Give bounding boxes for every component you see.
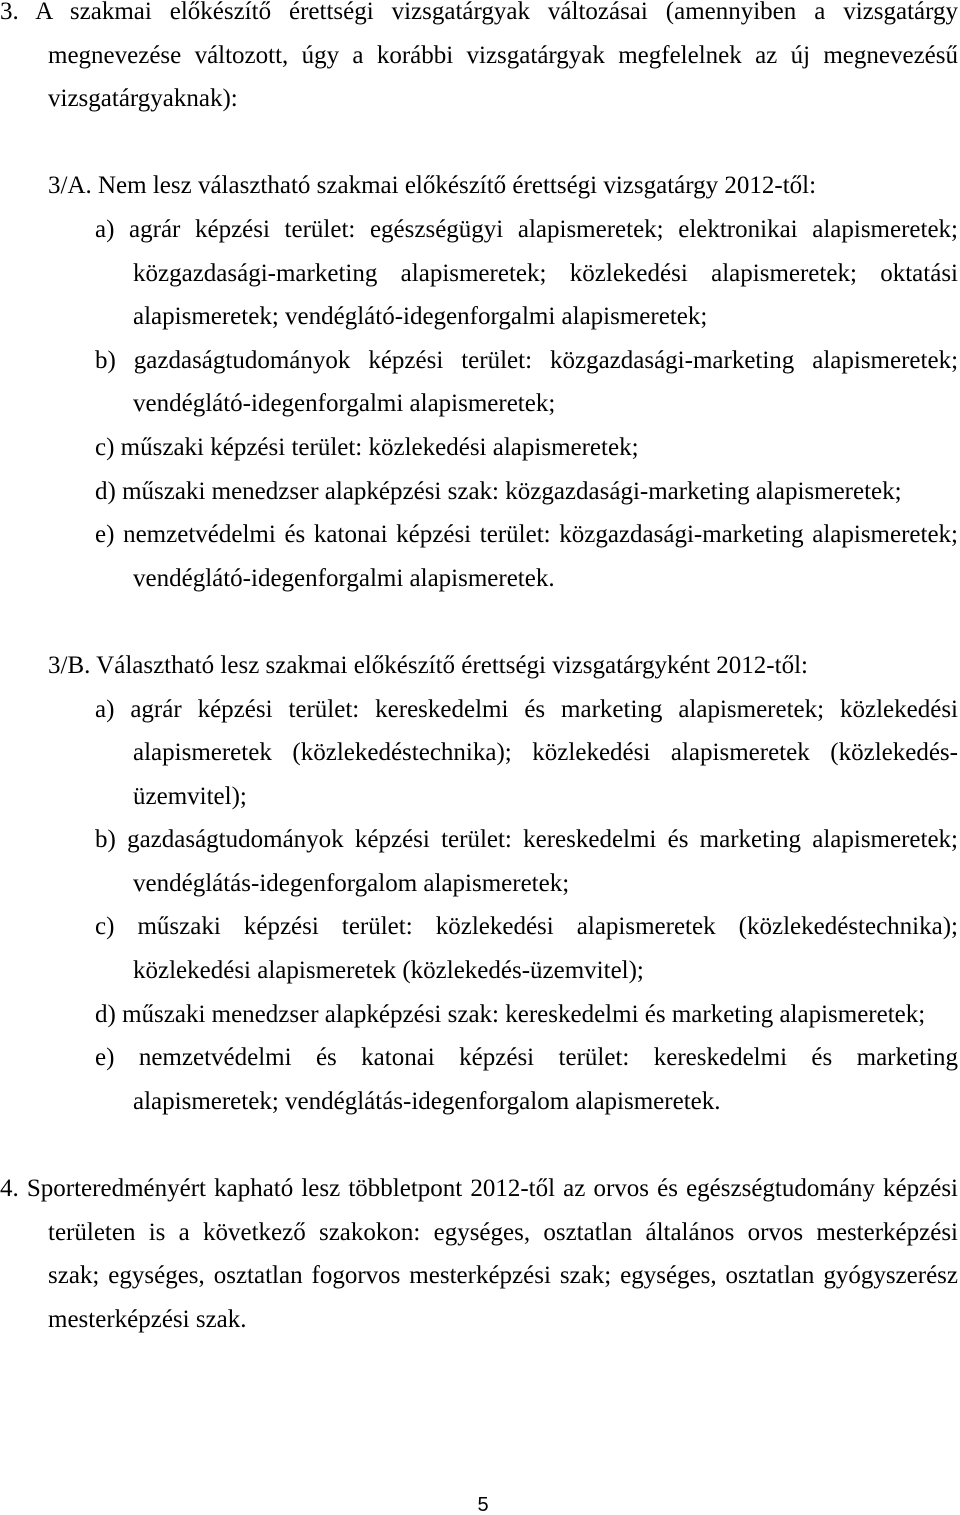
section-4-line-1 (0, 1167, 958, 1211)
section-3a-item-c-line-1 (95, 426, 958, 470)
list-item-label: e) (95, 521, 115, 549)
section-4 (0, 1167, 958, 1341)
section-3b-item-d (0, 993, 958, 1037)
section-3 (0, 0, 958, 121)
list-item-label: a) (95, 215, 115, 243)
section-3b-item-d-line-1 (95, 993, 958, 1037)
section-4-text: Sporteredményért kapható lesz többletpont 2012-től az orvos és egészségtudomány képzési (26, 1175, 958, 1203)
section-4-line-3: szak; egységes, osztatlan fogorvos mesterképzési szak; egységes, osztatlan gyógyszerész (48, 1262, 958, 1290)
section-3a (0, 164, 958, 600)
list-item-text: műszaki képzési terület: közlekedési alapismeretek (közlekedéstechnika); (137, 913, 958, 941)
section-3a-item-a-line-3: alapismeretek; vendéglátó-idegenforgalmi alapismeretek; (133, 303, 708, 331)
list-item-label: a) (95, 695, 115, 723)
section-3b-item-e-line-1 (95, 1036, 958, 1080)
section-3b-item-e (0, 1036, 958, 1123)
section-3a-item-a-line-1 (95, 208, 958, 252)
list-item-text: műszaki menedzser alapképzési szak: kereskedelmi és marketing alapismeretek; (122, 1000, 926, 1028)
list-item-label: d) (95, 477, 116, 505)
section-3b-item-a-line-2: alapismeretek (közlekedéstechnika); közlekedési alapismeretek (közlekedés- (133, 739, 958, 767)
section-3a-item-a (0, 208, 958, 339)
section-3a-item-b-line-2: vendéglátó-idegenforgalmi alapismeretek; (133, 390, 556, 418)
section-3a-item-d (0, 470, 958, 514)
list-item-text: nemzetvédelmi és katonai képzési terület: közgazdasági-marketing alapismeretek; (123, 521, 958, 549)
list-item-label: c) (95, 913, 115, 941)
list-item-text: agrár képzési terület: kereskedelmi és marketing alapismeretek; közlekedési (130, 695, 958, 723)
section-3b-item-c-line-2: közlekedési alapismeretek (közlekedés-üzemvitel); (133, 957, 644, 985)
section-3b-item-a-line-3: üzemvitel); (133, 782, 247, 810)
section-3a-item-b-line-1 (95, 339, 958, 383)
list-item-label: b) (95, 346, 116, 374)
list-item-text: nemzetvédelmi és katonai képzési terület: kereskedelmi és marketing (138, 1044, 958, 1072)
section-3b-item-b-line-1 (95, 818, 958, 862)
section-3a-heading: 3/A. Nem lesz választható szakmai előkészítő érettségi vizsgatárgy 2012-től: (48, 172, 817, 200)
section-3b-item-a-line-1 (95, 688, 958, 732)
section-3b-item-a (0, 688, 958, 819)
list-item-text: műszaki képzési terület: közlekedési alapismeretek; (120, 433, 639, 461)
section-3a-item-e-line-1 (95, 513, 958, 557)
section-3-line-1 (0, 0, 958, 34)
section-3-text: A szakmai előkészítő érettségi vizsgatárgyak változásai (amennyiben a vizsgatárgy (35, 0, 958, 25)
section-3a-item-b (0, 339, 958, 426)
section-4-line-2: területen is a következő szakokon: egységes, osztatlan általános orvos mesterképzési (48, 1218, 958, 1246)
section-3b-item-c-line-1 (95, 905, 958, 949)
section-3b-item-b (0, 818, 958, 905)
page-number: 5 (477, 1494, 489, 1515)
list-item-label: b) (95, 826, 116, 854)
list-item-text: gazdaságtudományok képzési terület: kereskedelmi és marketing alapismeretek; (127, 826, 959, 854)
section-3-number: 3. (0, 0, 19, 25)
section-3-line-3: vizsgatárgyaknak): (48, 85, 238, 113)
section-3a-item-e-line-2: vendéglátó-idegenforgalmi alapismeretek. (133, 564, 555, 592)
list-item-text: gazdaságtudományok képzési terület: közgazdasági-marketing alapismeretek; (133, 346, 959, 374)
list-item-text: műszaki menedzser alapképzési szak: közgazdasági-marketing alapismeretek; (122, 477, 902, 505)
list-item-text: agrár képzési terület: egészségügyi alapismeretek; elektronikai alapismeretek; (129, 215, 958, 243)
section-4-number: 4. (0, 1175, 19, 1203)
section-3a-item-c (0, 426, 958, 470)
section-3-line-2: megnevezése változott, úgy a korábbi vizsgatárgyak megfelelnek az új megnevezésű (48, 41, 958, 69)
section-3a-item-d-line-1 (95, 470, 958, 514)
list-item-label: c) (95, 433, 115, 461)
section-4-line-4: mesterképzési szak. (48, 1305, 247, 1333)
section-3a-item-e (0, 513, 958, 600)
section-3a-item-a-line-2: közgazdasági-marketing alapismeretek; közlekedési alapismeretek; oktatási (133, 259, 958, 287)
section-3b-heading: 3/B. Választható lesz szakmai előkészítő érettségi vizsgatárgyként 2012-től: (48, 651, 808, 679)
list-item-label: e) (95, 1044, 115, 1072)
section-3b-item-c (0, 905, 958, 992)
section-3b-item-b-line-2: vendéglátás-idegenforgalom alapismeretek; (133, 869, 570, 897)
list-item-label: d) (95, 1000, 116, 1028)
section-3b-item-e-line-2: alapismeretek; vendéglátás-idegenforgalom alapismeretek. (133, 1087, 721, 1115)
section-3b (0, 644, 958, 1124)
